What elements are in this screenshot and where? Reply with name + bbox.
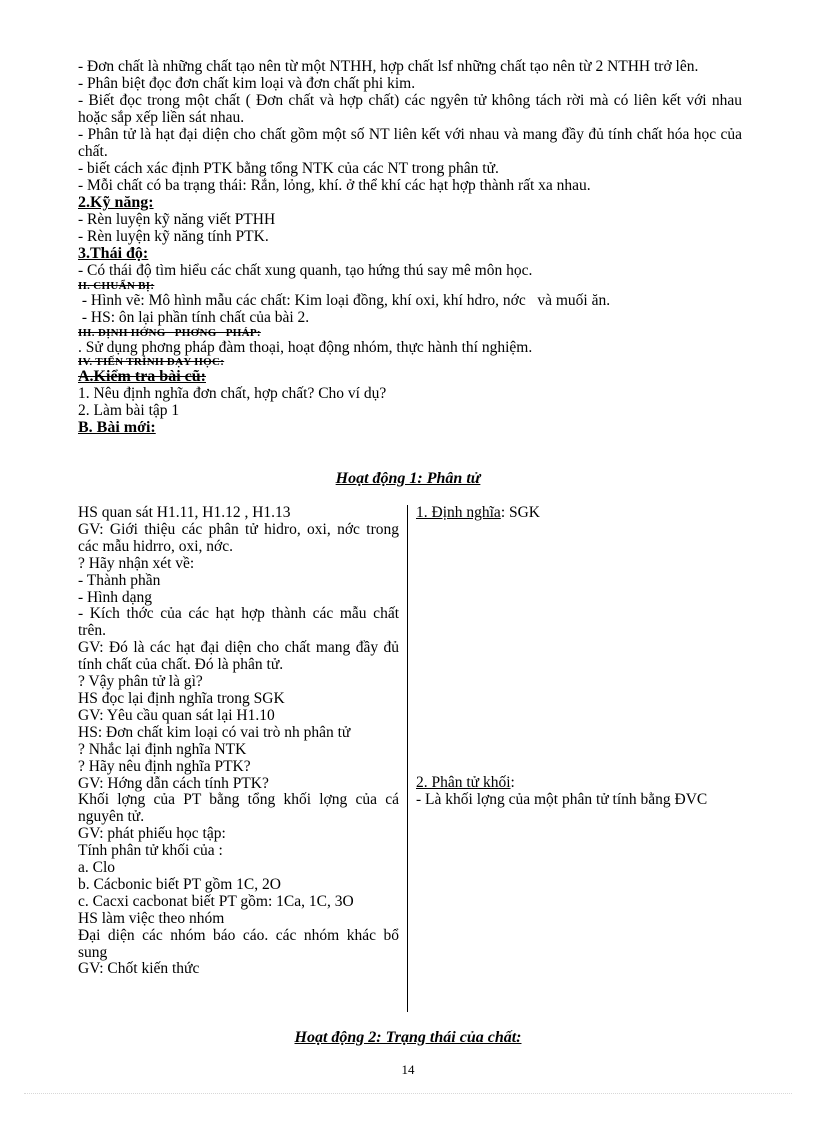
left-line-7: GV: Đó là các hạt đại diện cho chất mang đầy đủ tính chất của chất. Đó là phân tử. bbox=[78, 639, 399, 674]
molecular-mass-heading bbox=[416, 775, 742, 792]
new-lesson-heading: B. Bài mới: bbox=[78, 419, 156, 436]
prep-line-1: - Hình vẽ: Mô hình mẫu các chất: Kim loại đồng, khí oxi, khí hdro, nớc và muối ăn. bbox=[78, 292, 611, 309]
attitude-line-1: - Có thái độ tìm hiểu các chất xung quanh, tạo hứng thú say mê môn học. bbox=[78, 262, 533, 279]
definition-row bbox=[416, 505, 742, 522]
left-line-9: HS đọc lại định nghĩa trong SGK bbox=[78, 689, 285, 707]
left-line-8: ? Vậy phân tử là gì? bbox=[78, 673, 203, 691]
activity-1-title: Hoạt động 1: Phân tử bbox=[335, 470, 481, 487]
column-divider bbox=[407, 505, 408, 1012]
left-line-11: HS: Đơn chất kim loại có vai trò nh phân tử bbox=[78, 723, 351, 741]
intro-line-5: - biết cách xác định PTK bằng tổng NTK của các NT trong phân tử. bbox=[78, 160, 499, 177]
skills-heading: 2.Kỹ năng: bbox=[78, 194, 154, 211]
left-line-14: GV: Hớng dẫn cách tính PTK? bbox=[78, 774, 269, 792]
molecular-mass-label: 2. Phân tử khối bbox=[416, 773, 511, 791]
left-line-4: - Thành phần bbox=[78, 571, 161, 589]
page-number: 14 bbox=[401, 1062, 415, 1077]
left-line-17: Tính phân tử khối của : bbox=[78, 842, 223, 860]
left-line-21: HS làm việc theo nhóm bbox=[78, 909, 225, 927]
prep-heading: II. CHUẨN BỊ: bbox=[78, 280, 155, 292]
definition-label: 1. Định nghĩa bbox=[416, 504, 501, 521]
attitude-heading: 3.Thái độ: bbox=[78, 245, 149, 262]
left-line-23: GV: Chốt kiến thức bbox=[78, 960, 200, 978]
left-line-12: ? Nhắc lại định nghĩa NTK bbox=[78, 740, 247, 758]
molecular-mass-text: - Là khối lợng của một phân tử tính bằng ĐVC bbox=[416, 790, 708, 808]
left-line-18: a. Clo bbox=[78, 859, 116, 877]
activity-2-title: Hoạt động 2: Trạng thái của chất: bbox=[294, 1029, 522, 1046]
method-line-1: . Sử dụng phơng pháp đàm thoại, hoạt động nhóm, thực hành thí nghiệm. bbox=[78, 339, 533, 356]
teacher-student-column bbox=[78, 505, 399, 978]
left-line-16: GV: phát phiếu học tập: bbox=[78, 825, 226, 843]
left-line-19: b. Cácbonic biết PT gồm 1C, 2O bbox=[78, 875, 281, 893]
left-line-10: GV: Yêu cầu quan sát lại H1.10 bbox=[78, 706, 275, 724]
skills-line-1: - Rèn luyện kỹ năng viết PTHH bbox=[78, 211, 276, 228]
method-heading: III. ĐỊNH HỚNG PHƠNG PHÁP: bbox=[78, 327, 261, 339]
intro-line-4: - Phân tử là hạt đại diện cho chất gồm một số NT liên kết với nhau và mang đầy đủ tính chất hóa học của chất. bbox=[78, 126, 742, 160]
left-line-22: Đại diện các nhóm báo cáo. các nhóm khác bổ sung bbox=[78, 926, 399, 961]
prep-line-2: - HS: ôn lại phần tính chất của bài 2. bbox=[78, 309, 310, 326]
intro-line-6: - Mỗi chất có ba trạng thái: Rắn, lỏng, khí. ở thể khí các hạt hợp thành rất xa nhau. bbox=[78, 177, 591, 194]
page-bottom-rule bbox=[24, 1093, 792, 1094]
left-line-13: ? Hãy nêu định nghĩa PTK? bbox=[78, 757, 251, 775]
molecular-mass-colon: : bbox=[510, 773, 515, 791]
check-line-2: 2. Làm bài tập 1 bbox=[78, 402, 180, 419]
lesson-objectives bbox=[78, 58, 742, 436]
content-column bbox=[416, 505, 742, 809]
left-line-1: HS quan sát H1.11, H1.12 , H1.13 bbox=[78, 504, 291, 521]
intro-line-1: - Đơn chất là những chất tạo nên từ một NTHH, hợp chất lsf những chất tạo nên từ 2 NTHH trở lên. bbox=[78, 58, 699, 75]
skills-line-2: - Rèn luyện kỹ năng tính PTK. bbox=[78, 228, 269, 245]
process-heading: IV. TIẾN TRÌNH DẠY HỌC: bbox=[78, 356, 225, 368]
left-line-5: - Hình dạng bbox=[78, 588, 153, 606]
definition-value: : SGK bbox=[500, 504, 541, 521]
intro-line-2: - Phân biệt đọc đơn chất kim loại và đơn chất phi kim. bbox=[78, 75, 416, 92]
left-line-15: Khối lợng của PT bằng tổng khối lợng của cá nguyên tử. bbox=[78, 791, 399, 826]
left-line-6: - Kích thớc của các hạt hợp thành các mẫu chất trên. bbox=[78, 605, 399, 640]
left-line-3: ? Hãy nhận xét về: bbox=[78, 554, 195, 572]
activity-1-table bbox=[78, 505, 742, 1012]
left-line-2: GV: Giới thiệu các phân tử hidro, oxi, nớc trong các mẫu hidrro, oxi, nớc. bbox=[78, 520, 399, 555]
check-heading: A.Kiểm tra bài cũ: bbox=[78, 368, 206, 385]
left-line-20: c. Cacxi cacbonat biết PT gồm: 1Ca, 1C, 3O bbox=[78, 892, 354, 910]
check-line-1: 1. Nêu định nghĩa đơn chất, hợp chất? Cho ví dụ? bbox=[78, 385, 387, 402]
intro-line-3: - Biết đọc trong một chất ( Đơn chất và hợp chất) các ngyên tử không tách rời mà có liên kết với nhau hoặc sắp xếp liền sát nhau. bbox=[78, 92, 742, 126]
